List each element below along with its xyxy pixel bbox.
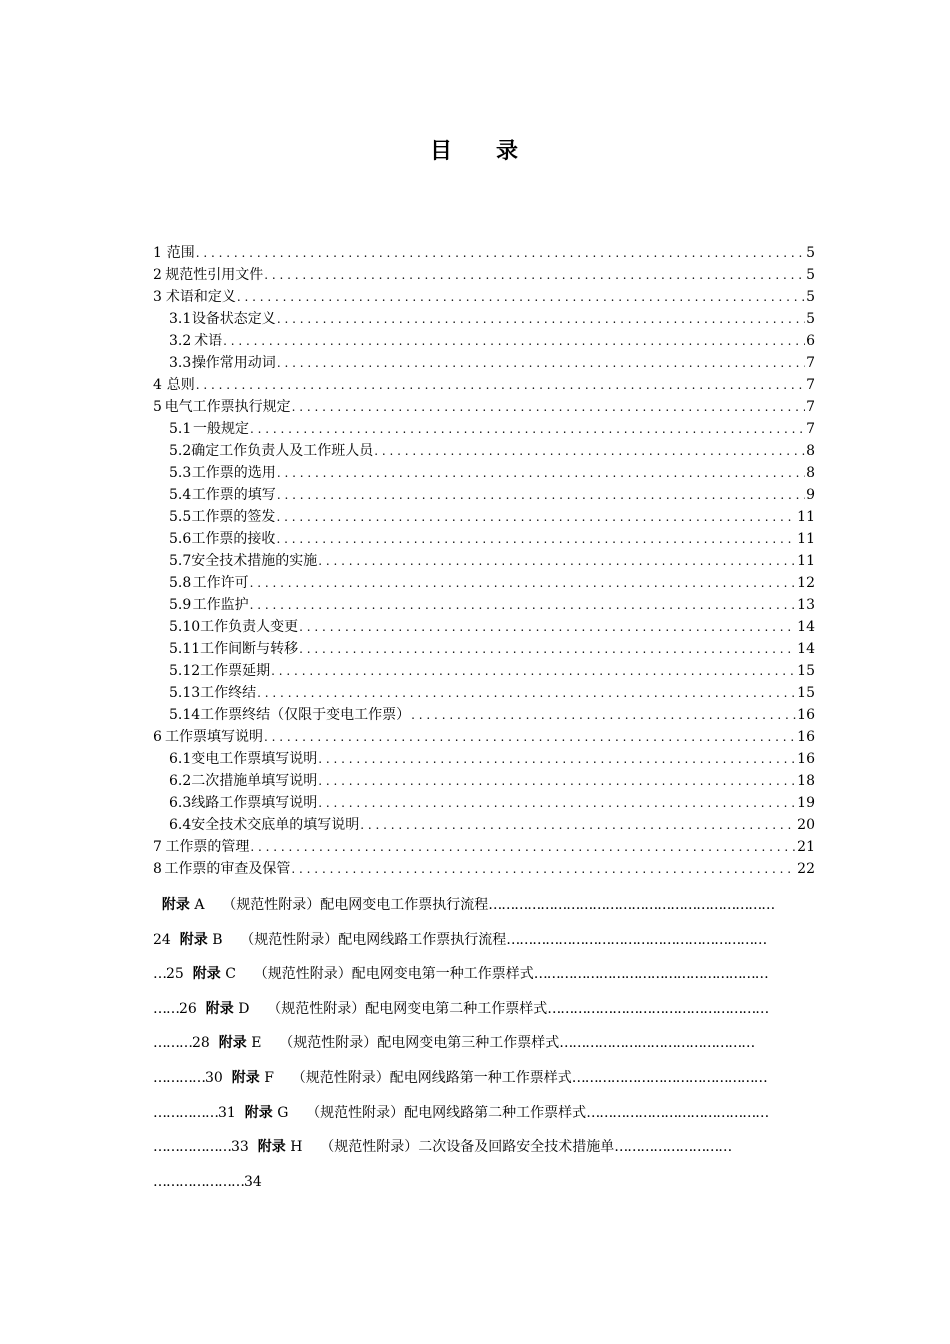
toc-entry[interactable] [153, 814, 815, 836]
toc-entry-title: 工作票的管理 [165, 839, 250, 855]
appendix-prefix-page: 25 [166, 966, 184, 983]
toc-entry-title: 工作票终结（仅限于变电工作票） [200, 707, 411, 723]
toc-entry-page: 6 [806, 333, 815, 349]
appendix-line[interactable] [153, 963, 818, 985]
appendix-trail-dots: …………………………………………………… [506, 931, 767, 948]
appendix-prefix-dots: ……………… [153, 1139, 231, 1156]
appendix-line[interactable] [153, 894, 818, 916]
toc-entry[interactable] [153, 550, 815, 572]
toc-leader-dots [360, 814, 796, 836]
appendix-label: 附录 [231, 1070, 260, 1086]
appendix-trail-dots: ……………………… [614, 1139, 732, 1156]
toc-leader-dots [411, 704, 796, 726]
appendix-title: （规范性附录）配电网变电第三种工作票样式 [279, 1035, 560, 1052]
toc-leader-dots [318, 550, 796, 572]
appendix-prefix-page: 28 [192, 1035, 210, 1052]
appendix-prefix-page: 26 [179, 1000, 197, 1017]
toc-leader-dots [196, 374, 805, 396]
appendix-trail-dots: …………………………………… [586, 1104, 769, 1121]
toc-leader-dots [250, 836, 796, 858]
toc-leader-dots [196, 242, 805, 264]
toc-leader-dots [318, 792, 796, 814]
toc-entry-title: 术语和定义 [165, 289, 236, 305]
toc-entry-page: 13 [797, 597, 815, 613]
appendix-trail-dots: ……………………………………………… [533, 966, 768, 983]
appendix-prefix-page: 33 [231, 1139, 249, 1156]
toc-entry-page: 19 [797, 795, 815, 811]
toc-entry-title: 安全技术交底单的填写说明 [191, 817, 360, 833]
table-of-contents [153, 242, 815, 880]
toc-entry-number: 5.14 [169, 707, 201, 723]
toc-entry-title: 总则 [166, 377, 195, 393]
toc-entry-title: 工作票的接收 [191, 531, 276, 547]
toc-leader-dots [264, 726, 796, 748]
toc-entry-page: 22 [797, 861, 815, 877]
appendix-title: （规范性附录）配电网变电第二种工作票样式 [267, 1000, 548, 1017]
toc-entry-number: 1 [153, 245, 162, 261]
toc-leader-dots [277, 352, 805, 374]
toc-entry-page: 9 [806, 487, 815, 503]
toc-entry-number: 5.6 [169, 531, 192, 547]
toc-entry-title: 工作许可 [192, 575, 249, 591]
toc-entry-number: 8 [153, 861, 162, 877]
appendix-code: G [277, 1104, 289, 1121]
appendix-trail-dots: ……………………………………… [571, 1070, 767, 1086]
toc-entry[interactable] [153, 748, 815, 770]
toc-entry-title: 设备状态定义 [191, 311, 276, 327]
toc-entry-page: 8 [806, 443, 815, 459]
title-right-char: 录 [496, 139, 521, 164]
toc-entry-number: 5.12 [169, 663, 201, 679]
appendix-label: 附录 [179, 931, 208, 948]
toc-entry-title: 安全技术措施的实施 [191, 553, 318, 569]
toc-entry-page: 15 [797, 663, 815, 679]
title-left-char: 目 [429, 139, 454, 164]
toc-entry[interactable] [153, 440, 815, 462]
appendix-code: F [264, 1070, 274, 1086]
appendix-label: 附录 [161, 897, 190, 913]
toc-entry-page: 14 [797, 641, 815, 657]
toc-entry-page: 16 [797, 729, 815, 745]
toc-entry[interactable] [153, 528, 815, 550]
toc-entry-page: 7 [806, 355, 815, 371]
toc-leader-dots [276, 506, 796, 528]
appendix-code: E [251, 1035, 262, 1052]
toc-entry-number: 3.3 [169, 355, 192, 371]
toc-entry[interactable] [153, 858, 815, 880]
toc-entry-number: 5.1 [169, 421, 192, 437]
toc-leader-dots [276, 528, 796, 550]
toc-entry-number: 5.2 [169, 443, 192, 459]
toc-entry-number: 6.3 [169, 795, 192, 811]
toc-entry-title: 工作终结 [200, 685, 257, 701]
toc-entry-number: 3.2 [169, 333, 192, 349]
appendix-title: （规范性附录）配电网线路第一种工作票样式 [291, 1070, 572, 1086]
toc-entry-number: 5.4 [169, 487, 192, 503]
toc-entry-title: 工作间断与转移 [200, 641, 299, 657]
toc-entry[interactable] [153, 396, 815, 418]
toc-entry-title: 工作负责人变更 [200, 619, 299, 635]
toc-entry-title: 工作监护 [192, 597, 249, 613]
toc-entry-page: 11 [797, 531, 815, 547]
toc-entry-number: 6.2 [169, 773, 192, 789]
toc-entry-page: 5 [806, 289, 815, 305]
toc-entry-number: 5.5 [169, 509, 192, 525]
toc-entry-number: 2 [153, 267, 162, 283]
appendix-trail-dots: ……………………………………… [559, 1035, 755, 1052]
appendix-prefix-dots: …… [153, 1000, 179, 1017]
toc-entry-page: 16 [797, 707, 815, 723]
toc-entry-page: 16 [797, 751, 815, 767]
toc-entry-page: 14 [797, 619, 815, 635]
toc-entry-number: 6.4 [169, 817, 192, 833]
appendix-prefix-dots: ………………… [153, 1173, 244, 1190]
appendix-title: （规范性附录）配电网线路工作票执行流程 [240, 931, 507, 948]
toc-entry-number: 7 [153, 839, 162, 855]
toc-entry-page: 20 [797, 817, 815, 833]
appendix-prefix-dots: … [153, 966, 166, 983]
toc-entry-number: 3 [153, 289, 162, 305]
appendix-trail-dots: …………………………………………… [547, 1000, 769, 1017]
toc-leader-dots [299, 616, 796, 638]
toc-entry[interactable] [153, 682, 815, 704]
appendix-prefix-dots: ………… [153, 1070, 205, 1086]
toc-entry[interactable] [153, 308, 815, 330]
toc-leader-dots [374, 440, 805, 462]
appendix-prefix-page: 30 [205, 1070, 223, 1086]
toc-leader-dots [257, 682, 796, 704]
toc-leader-dots [277, 484, 805, 506]
appendix-prefix-page: 31 [218, 1104, 236, 1121]
appendix-title: （规范性附录）配电网变电第一种工作票样式 [253, 966, 534, 983]
toc-entry[interactable] [153, 572, 815, 594]
toc-entry[interactable] [153, 506, 815, 528]
appendix-title: （规范性附录）配电网线路第二种工作票样式 [306, 1104, 587, 1121]
appendix-line[interactable] [153, 929, 818, 951]
appendix-label: 附录 [205, 1000, 234, 1017]
toc-entry-number: 5.7 [169, 553, 192, 569]
toc-entry-number: 6.1 [169, 751, 192, 767]
toc-leader-dots [250, 418, 805, 440]
appendix-prefix-dots: …………… [153, 1104, 218, 1121]
toc-leader-dots [318, 748, 796, 770]
toc-entry-page: 7 [806, 421, 815, 437]
toc-entry[interactable] [153, 836, 815, 858]
appendix-line[interactable] [153, 1032, 818, 1054]
appendix-code: H [290, 1139, 303, 1156]
toc-entry-title: 电气工作票执行规定 [164, 399, 291, 415]
appendix-line[interactable] [153, 1136, 818, 1158]
appendix-prefix-page: 24 [153, 931, 171, 948]
appendix-line[interactable] [153, 1102, 818, 1124]
toc-leader-dots [292, 396, 805, 418]
toc-entry-page: 11 [797, 509, 815, 525]
appendix-label: 附录 [244, 1104, 273, 1121]
appendix-prefix-page: 34 [244, 1173, 262, 1190]
toc-entry-title: 范围 [166, 245, 195, 261]
toc-leader-dots [250, 594, 797, 616]
appendix-code: A [194, 897, 205, 913]
toc-entry[interactable] [153, 638, 815, 660]
toc-entry[interactable] [153, 484, 815, 506]
toc-entry[interactable] [153, 616, 815, 638]
appendix-label: 附录 [192, 966, 221, 983]
toc-entry-page: 7 [806, 377, 815, 393]
toc-entry[interactable] [153, 352, 815, 374]
toc-entry-title: 工作票延期 [200, 663, 271, 679]
toc-entry[interactable] [153, 770, 815, 792]
appendix-prefix-dots: ……… [153, 1035, 192, 1052]
appendix-label: 附录 [218, 1035, 247, 1052]
toc-entry-title: 操作常用动词 [191, 355, 276, 371]
toc-entry-number: 6 [153, 729, 162, 745]
toc-entry-title: 工作票填写说明 [165, 729, 264, 745]
toc-entry-page: 8 [806, 465, 815, 481]
toc-entry-title: 变电工作票填写说明 [191, 751, 318, 767]
toc-leader-dots [318, 770, 796, 792]
toc-leader-dots [299, 638, 796, 660]
appendix-title: （规范性附录）二次设备及回路安全技术措施单 [320, 1139, 615, 1156]
toc-leader-dots [271, 660, 796, 682]
toc-entry-title: 二次措施单填写说明 [191, 773, 318, 789]
toc-entry-title: 一般规定 [192, 421, 249, 437]
toc-entry-number: 3.1 [169, 311, 192, 327]
toc-entry[interactable] [153, 242, 815, 264]
toc-entry-page: 15 [797, 685, 815, 701]
toc-entry-title: 工作票的签发 [191, 509, 276, 525]
appendix-title: （规范性附录）配电网变电工作票执行流程 [222, 897, 489, 913]
toc-entry-page: 18 [797, 773, 815, 789]
toc-entry[interactable] [153, 462, 815, 484]
toc-entry-title: 规范性引用文件 [165, 267, 264, 283]
toc-entry-page: 5 [806, 267, 815, 283]
toc-leader-dots [291, 858, 796, 880]
appendix-line[interactable] [153, 1171, 818, 1193]
toc-entry-number: 5 [153, 399, 162, 415]
toc-entry-number: 5.11 [169, 641, 201, 657]
toc-leader-dots [223, 330, 805, 352]
appendix-code: B [212, 931, 223, 948]
toc-entry[interactable] [153, 418, 815, 440]
page-title [0, 134, 950, 165]
toc-entry-page: 21 [797, 839, 815, 855]
toc-leader-dots [277, 308, 805, 330]
toc-entry-title: 术语 [194, 333, 223, 349]
toc-entry[interactable] [153, 264, 815, 286]
toc-entry[interactable] [153, 330, 815, 352]
toc-entry-title: 工作票的选用 [191, 465, 276, 481]
appendix-line[interactable] [153, 1067, 818, 1089]
appendix-line[interactable] [153, 998, 818, 1020]
toc-entry[interactable] [153, 726, 815, 748]
toc-leader-dots [237, 286, 805, 308]
toc-entry[interactable] [153, 286, 815, 308]
toc-entry-number: 5.8 [169, 575, 192, 591]
toc-entry-page: 11 [797, 553, 815, 569]
toc-entry[interactable] [153, 374, 815, 396]
toc-entry-title: 工作票的审查及保管 [164, 861, 291, 877]
toc-entry-page: 5 [806, 245, 815, 261]
toc-entry-number: 5.3 [169, 465, 192, 481]
appendix-label: 附录 [257, 1139, 286, 1156]
toc-entry-page: 5 [806, 311, 815, 327]
appendix-code: C [225, 966, 236, 983]
toc-entry-number: 5.13 [169, 685, 201, 701]
toc-leader-dots [250, 572, 797, 594]
toc-leader-dots [264, 264, 805, 286]
toc-entry[interactable] [153, 660, 815, 682]
toc-entry-number: 5.10 [169, 619, 201, 635]
toc-entry-number: 5.9 [169, 597, 192, 613]
toc-entry-title: 工作票的填写 [191, 487, 276, 503]
toc-entry-page: 12 [797, 575, 815, 591]
toc-leader-dots [277, 462, 805, 484]
toc-entry-title: 确定工作负责人及工作班人员 [191, 443, 374, 459]
appendix-trail-dots: ………………………………………………………… [488, 897, 775, 913]
appendix-code: D [238, 1000, 250, 1017]
toc-entry-title: 线路工作票填写说明 [191, 795, 318, 811]
toc-entry[interactable] [153, 594, 815, 616]
toc-entry[interactable] [153, 704, 815, 726]
toc-entry-number: 4 [153, 377, 162, 393]
toc-entry[interactable] [153, 792, 815, 814]
toc-entry-page: 7 [806, 399, 815, 415]
